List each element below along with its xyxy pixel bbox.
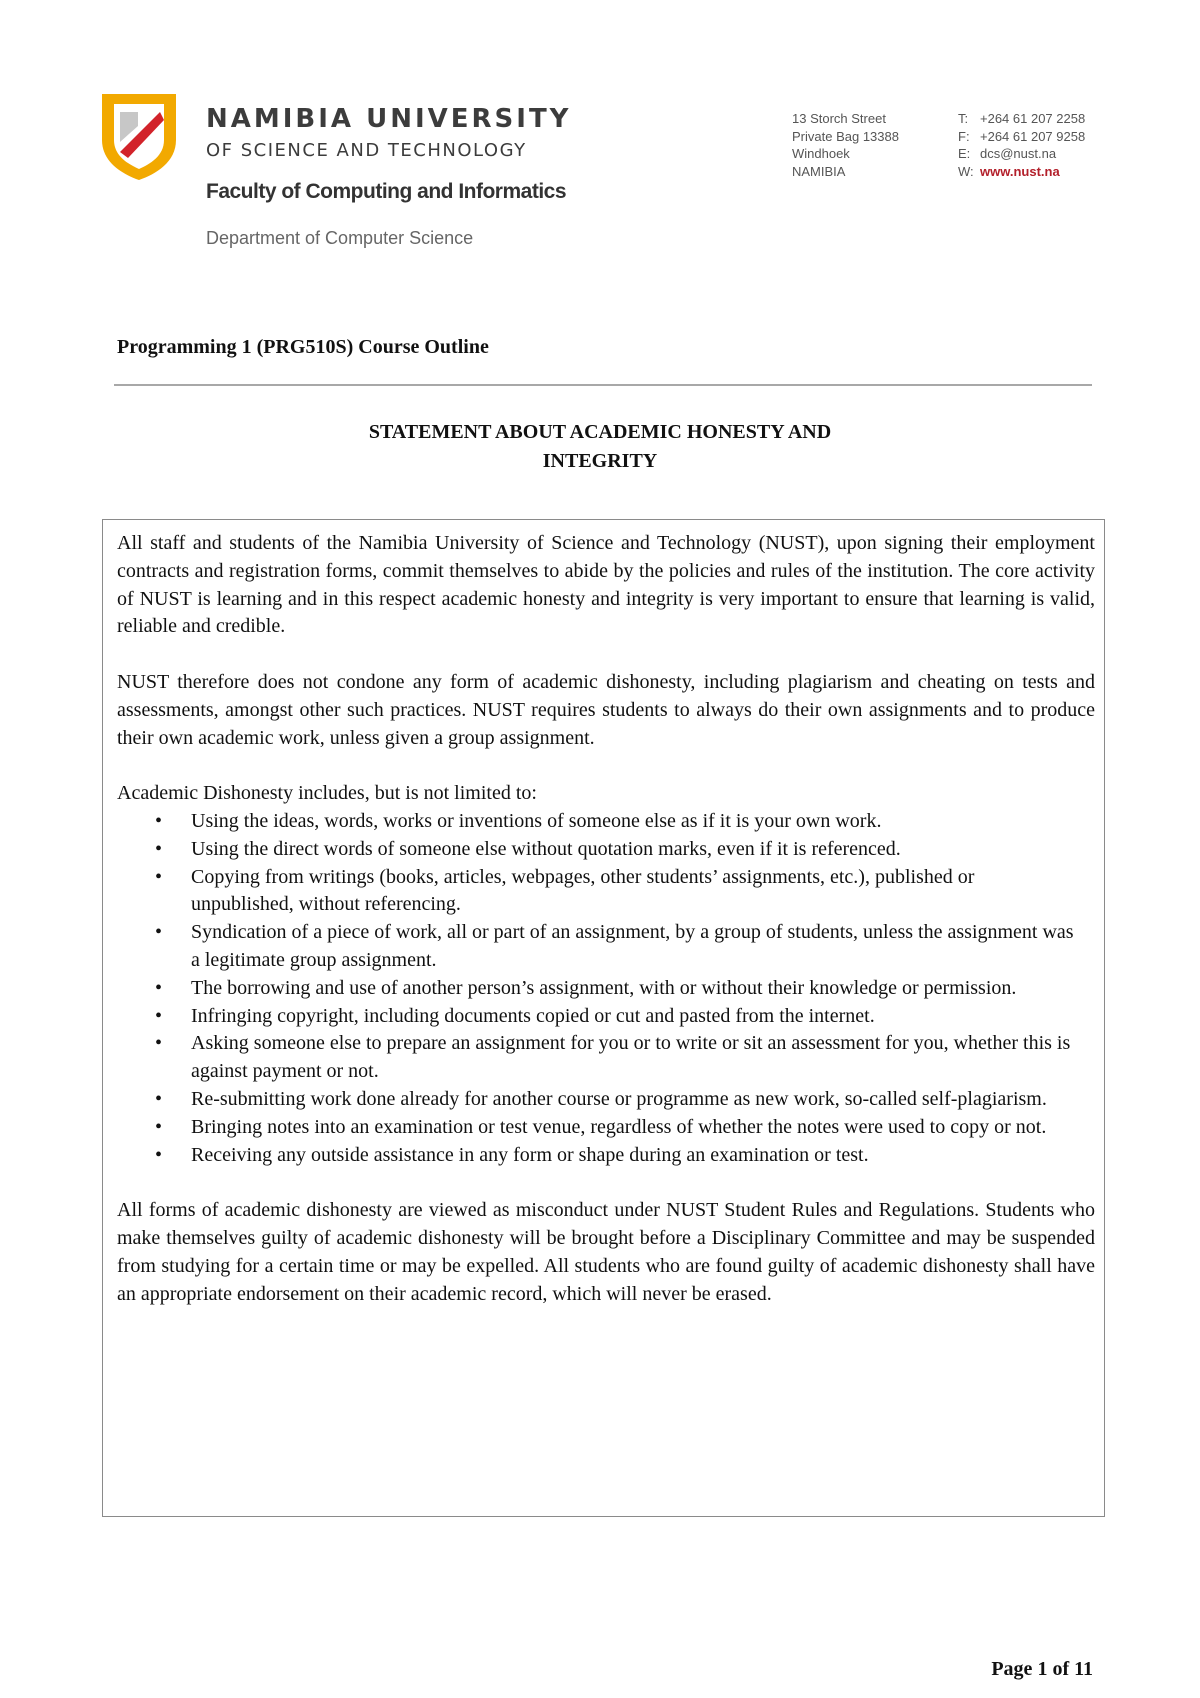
- statement-title-line: INTEGRITY: [542, 450, 658, 472]
- bullet-icon: •: [155, 809, 163, 832]
- contact-website: W: www.nust.na: [958, 163, 1060, 179]
- bullet-icon: •: [155, 1004, 163, 1027]
- title-divider: [114, 384, 1092, 386]
- contact-fax: F: +264 61 207 9258: [958, 128, 1086, 144]
- list-item: • Using the direct words of someone else without quotation marks, even if it is referenced.: [117, 836, 1095, 864]
- bullet-icon: •: [155, 1143, 163, 1166]
- bullet-icon: •: [155, 921, 163, 944]
- list-item: • Re-submitting work done already for another course or programme as new work, so-called self-plagiarism.: [117, 1086, 1095, 1114]
- statement-title-line: STATEMENT ABOUT ACADEMIC HONESTY AND: [368, 421, 832, 443]
- list-item: • Syndication of a piece of work, all or part of an assignment, by a group of students, unless the assignment was a legitimate group assignment.: [155, 921, 1074, 971]
- paragraph-policy: NUST therefore does not condone any form of academic dishonesty, including plagiarism and cheating on tests and assessments, amongst other such practices. NUST requires students to always do their own assignments and to produce their own academic work, unless given a group assignment.: [117, 670, 1095, 749]
- university-name: NAMIBIA UNIVERSITY: [206, 104, 572, 134]
- paragraph-consequences: All forms of academic dishonesty are viewed as misconduct under NUST Student Rules and Regulations. Students who make themselves guilty of academic dishonesty will be brought before a Disciplinary Committee and may be suspended from studying for a certain time or may be expelled. All students who are found guilty of academic dishonesty shall have an appropriate endorsement on their academic record, which will never be erased.: [117, 1199, 1095, 1305]
- address-line: Private Bag 13388: [792, 128, 899, 144]
- university-subtitle: OF SCIENCE AND TECHNOLOGY: [206, 140, 527, 161]
- address-line: Windhoek: [792, 146, 850, 161]
- statement-title: [0, 418, 1200, 476]
- university-shield-logo: [98, 90, 180, 182]
- contact-email: E: dcs@nust.na: [958, 146, 1057, 161]
- address-line: 13 Storch Street: [792, 111, 886, 126]
- list-item: • The borrowing and use of another person’s assignment, with or without their knowledge or permission.: [117, 975, 1095, 1003]
- academic-honesty-box: [102, 519, 1105, 1517]
- bullet-icon: •: [155, 865, 163, 888]
- contact-phone: T: +264 61 207 2258: [958, 111, 1086, 126]
- address-line: NAMIBIA: [792, 163, 846, 179]
- paragraph-intro: All staff and students of the Namibia University of Science and Technology (NUST), upon signing their employment contracts and registration forms, commit themselves to abide by the policies and rules of the institution. The core activity of NUST is learning and in this respect academic honesty and integrity is very important to ensure that learning is valid, reliable and credible.: [117, 532, 1095, 638]
- department-name: Department of Computer Science: [206, 228, 474, 248]
- dishonesty-list: [117, 808, 1095, 1169]
- list-item: • Using the ideas, words, works or inventions of someone else as if it is your own work.: [117, 808, 1095, 836]
- list-item: • Bringing notes into an examination or test venue, regardless of whether the notes were used to copy or not.: [117, 1114, 1095, 1142]
- bullet-icon: •: [155, 837, 163, 860]
- list-item: • Copying from writings (books, articles, webpages, other students’ assignments, etc.), published or unpublished, without referencing.: [155, 865, 975, 916]
- list-intro: Academic Dishonesty includes, but is not limited to:: [117, 782, 537, 805]
- list-item: • Asking someone else to prepare an assignment for you or to write or sit an assessment for you, whether this is against payment or not.: [155, 1032, 1071, 1083]
- bullet-icon: •: [155, 1115, 163, 1138]
- contact-details: [958, 110, 1085, 180]
- bullet-icon: •: [155, 1087, 163, 1110]
- postal-address: [792, 110, 899, 180]
- course-title: Programming 1 (PRG510S) Course Outline: [117, 336, 489, 358]
- bullet-icon: •: [155, 976, 163, 999]
- bullet-icon: •: [155, 1032, 163, 1055]
- page-number: Page 1 of 11: [991, 1658, 1093, 1680]
- list-item: • Infringing copyright, including documents copied or cut and pasted from the internet.: [117, 1003, 1095, 1031]
- list-item: • Receiving any outside assistance in any form or shape during an examination or test.: [117, 1142, 1095, 1170]
- faculty-name: Faculty of Computing and Informatics: [206, 180, 567, 203]
